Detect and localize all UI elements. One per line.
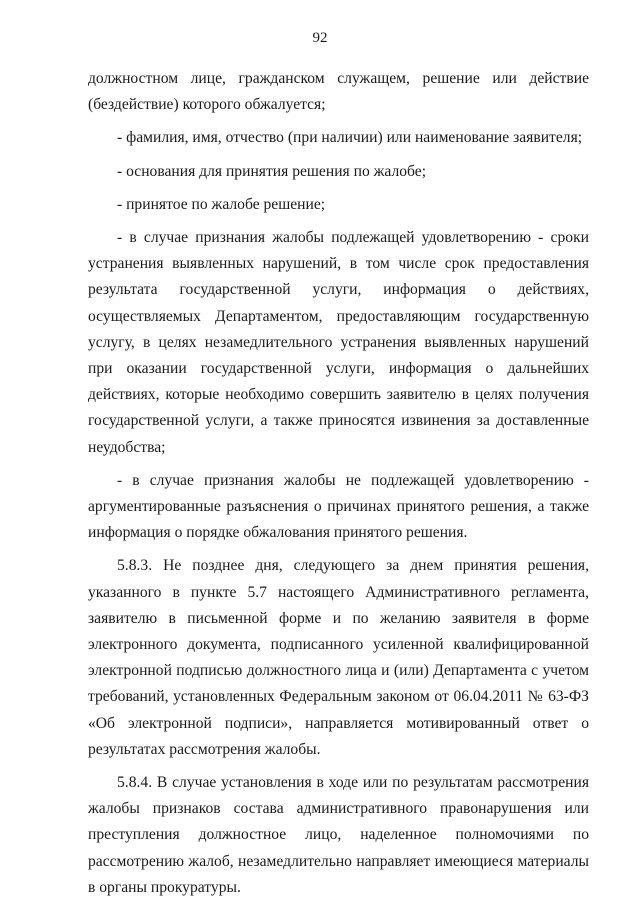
list-item-grounds: - основания для принятия решения по жалобе; <box>117 162 427 180</box>
list-item-complaint-satisfied: - в случае признания жалобы подлежащей удовлетворению - сроки устранения выявленных нарушений, в том числе срок предоставления результата государственной услуги, информация о действиях, осуществляемых Департаментом, предоставляющим государственную услугу, в целях незамедлительного устранения выявленных нарушений при оказании государственной услуги, информация о дальнейших действиях, которые необходимо совершить заявителю в целях получения государственной услуги, а также приносятся извинения за доставленные неудобства; <box>88 229 589 456</box>
list-item-complaint-rejected: - в случае признания жалобы не подлежащей удовлетворению - аргументированные разъяснения о причинах принятого решения, а также информация о порядке обжалования принятого решения. <box>88 471 589 542</box>
paragraph-5-8-3: 5.8.3. Не позднее дня, следующего за днем принятия решения, указанного в пункте 5.7 настоящего Административного регламента, заявителю в письменной форме и по желанию заявителя в форме электронного документа, подписанного усиленной квалифицированной электронной подписью должностного лица и (или) Департамента с учетом требований, установленных Федеральным законом от 06.04.2011 № 63-ФЗ «Об электронной подписи», направляется мотивированный ответ о результатах рассмотрения жалобы. <box>88 557 589 758</box>
list-item-decision: - принятое по жалобе решение; <box>117 195 326 213</box>
page-number: 92 <box>312 30 328 46</box>
document-body <box>88 66 589 901</box>
paragraph-5-8-4: 5.8.4. В случае установления в ходе или по результатам рассмотрения жалобы признаков состава административного правонарушения или преступления должностное лицо, наделенное полномочиями по рассмотрению жалоб, незамедлительно направляет имеющиеся материалы в органы прокуратуры. <box>88 774 589 896</box>
list-item-applicant-name: - фамилия, имя, отчество (при наличии) или наименование заявителя; <box>117 129 583 147</box>
paragraph-continuation: должностном лице, гражданском служащем, решение или действие (бездействие) которого обжалуется; <box>88 70 589 114</box>
